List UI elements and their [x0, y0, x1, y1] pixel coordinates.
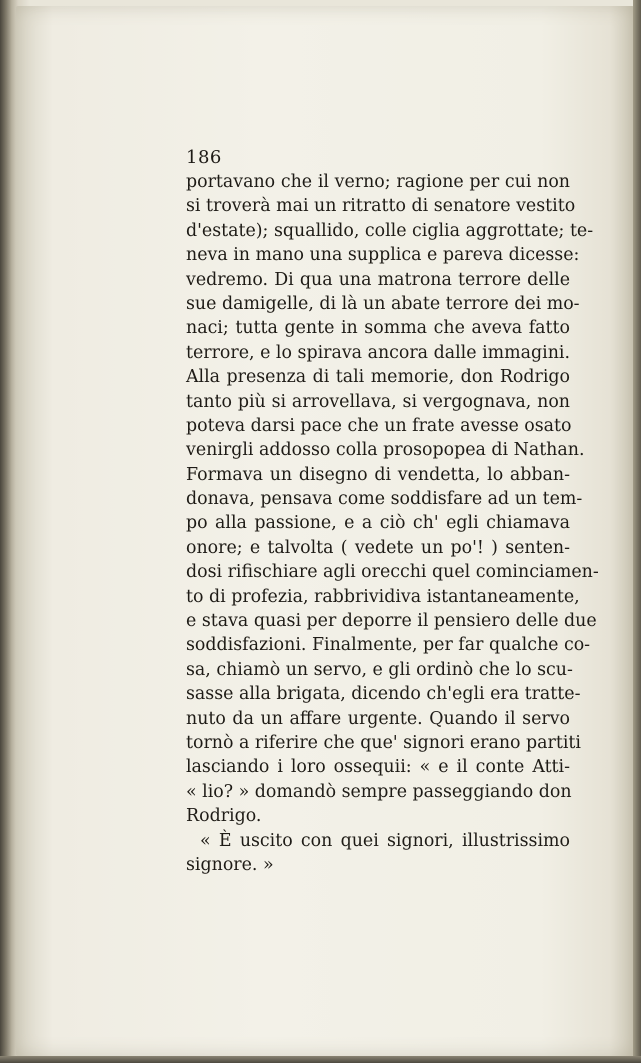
text-line: neva in mano una supplica e pareva dicesse:: [186, 245, 580, 266]
page-edge-bottom: [0, 1056, 641, 1063]
text-block: [186, 146, 599, 877]
text-line: tornò a riferire che que' signori erano partiti: [186, 732, 581, 753]
text-line: soddisfazioni. Finalmente, per far qualche co-: [186, 635, 591, 656]
text-line: sasse alla brigata, dicendo ch'egli era tratte-: [186, 684, 581, 705]
text-line: sa, chiamò un servo, e gli ordinò che lo scu-: [186, 659, 573, 680]
page-edge-right: [633, 0, 641, 1063]
text-line: nuto da un affare urgente. Quando il servo: [186, 708, 570, 729]
text-line: vedremo. Di qua una matrona terrore delle: [186, 269, 570, 290]
text-line: poteva darsi pace che un frate avesse osato: [186, 415, 572, 436]
page-number: 186: [186, 147, 222, 168]
text-line: sue damigelle, di là un abate terrore dei mo-: [186, 293, 580, 314]
text-line: d'estate); squallido, colle ciglia aggrottate; te-: [186, 220, 594, 241]
text-line: Formava un disegno di vendetta, lo abban-: [186, 464, 570, 485]
text-line: portavano che il verno; ragione per cui non: [186, 172, 570, 192]
text-line: e stava quasi per deporre il pensiero delle due: [186, 611, 597, 632]
text-line: lasciando i loro ossequii: « e il conte Atti-: [186, 757, 570, 778]
text-line: dosi rifischiare agli orecchi quel cominciamen-: [186, 562, 599, 583]
text-line: Rodrigo.: [186, 806, 262, 827]
text-line: Alla presenza di tali memorie, don Rodrigo: [186, 367, 570, 388]
text-line: « lio? » domandò sempre passeggiando don: [186, 781, 572, 802]
text-line: po alla passione, e a ciò ch' egli chiamava: [186, 513, 570, 534]
text-line: terrore, e lo spirava ancora dalle immagini.: [186, 342, 570, 363]
text-line: donava, pensava come soddisfare ad un tem-: [186, 489, 583, 510]
text-line: signore. »: [186, 854, 274, 875]
text-line: « È uscito con quei signori, illustrissimo: [200, 830, 570, 851]
text-line: venirgli addosso colla prosopopea di Nathan.: [186, 440, 585, 461]
paragraph: [186, 170, 599, 877]
text-line: to di profezia, rabbrividiva istantaneamente,: [186, 586, 580, 607]
text-line: si troverà mai un ritratto di senatore vestito: [186, 196, 576, 217]
text-line: onore; e talvolta ( vedete un po'! ) senten-: [186, 537, 570, 558]
text-line: tanto più si arrovellava, si vergognava, non: [186, 391, 570, 412]
text-line: naci; tutta gente in somma che aveva fatto: [186, 318, 570, 339]
